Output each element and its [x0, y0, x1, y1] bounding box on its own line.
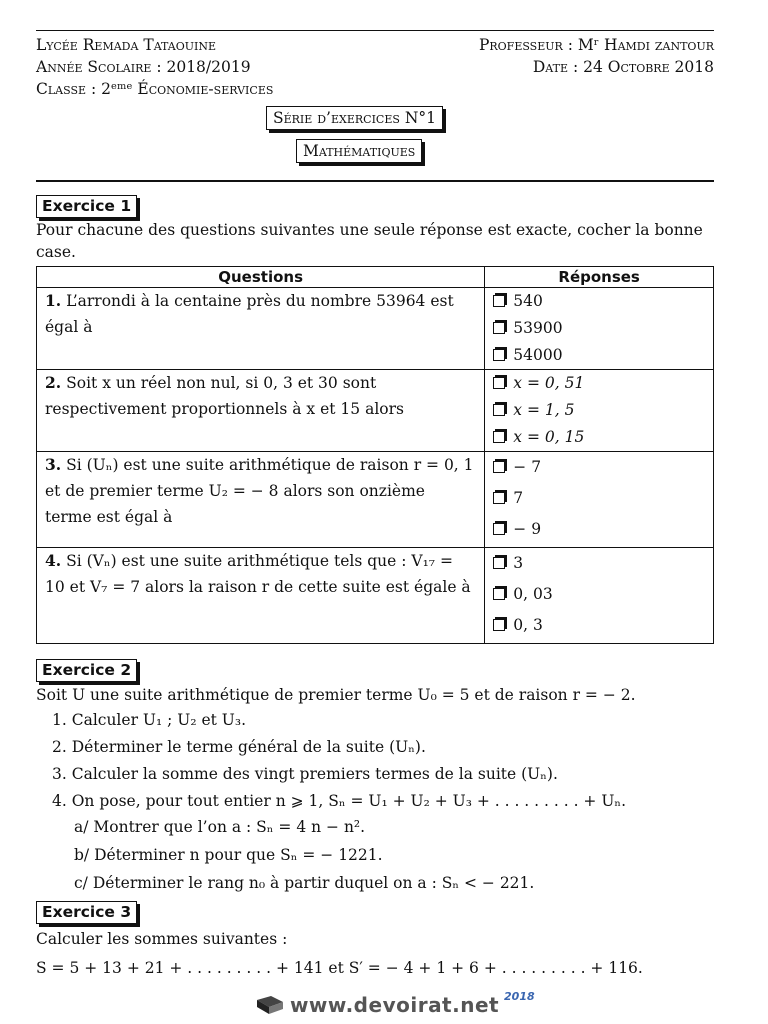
answer-option[interactable]: [493, 610, 705, 641]
question-text: Si (Vₙ) est une suite arithmétique tels que : V₁₇ = 10 et V₇ = 7 alors la raison r de cette suite est égale à: [45, 552, 471, 596]
question-text: Soit x un réel non nul, si 0, 3 et 30 sont respectivement proportionnels à x et 15 alors: [45, 374, 404, 418]
list-item: 4. On pose, pour tout entier n ⩾ 1, Sₙ = U₁ + U₂ + U₃ + . . . . . . . . . + Uₙ.: [52, 792, 627, 810]
exercise-1-title: Exercice 1: [36, 195, 137, 218]
qcm-table: [36, 266, 714, 644]
exam-date: Date : 24 Octobre 2018: [532, 58, 714, 76]
answer-label: − 9: [513, 520, 542, 538]
teacher-name: Professeur : Mʳ Hamdi zantour: [478, 36, 714, 54]
checkbox-icon[interactable]: [493, 492, 505, 504]
question-number: 3.: [45, 455, 62, 474]
exercise-3-formula: S = 5 + 13 + 21 + . . . . . . . . . + 141 et S′ = − 4 + 1 + 6 + . . . . . . . . . + 116.: [36, 959, 643, 977]
answer-label: 0, 3: [513, 616, 543, 634]
checkbox-icon[interactable]: [493, 523, 505, 535]
checkbox-icon[interactable]: [493, 557, 505, 569]
answer-option[interactable]: [493, 288, 705, 315]
checkbox-icon[interactable]: [493, 619, 505, 631]
answer-option[interactable]: [493, 548, 705, 579]
checkbox-icon[interactable]: [493, 431, 505, 443]
question-number: 4.: [45, 551, 62, 570]
question-cell: [37, 548, 485, 644]
exercise-3-title: Exercice 3: [36, 901, 137, 924]
checkbox-icon[interactable]: [493, 377, 505, 389]
subject-title: Mathématiques: [296, 139, 422, 163]
answer-cell: [485, 452, 714, 548]
checkbox-icon[interactable]: [493, 322, 505, 334]
class-name: Classe : 2ᵉᵐᵉ Économie-services: [36, 80, 274, 98]
school-name: Lycée Remada Tataouine: [36, 36, 217, 54]
questions-header: Questions: [37, 267, 485, 288]
school-year: Année Scolaire : 2018/2019: [36, 58, 251, 76]
footer-year: 2018: [504, 990, 535, 1003]
question-text: L’arrondi à la centaine près du nombre 53964 est égal à: [45, 292, 454, 336]
book-logo-icon: [255, 994, 285, 1016]
footer-site: www.devoirat.net: [289, 993, 500, 1017]
table-row: [37, 288, 714, 370]
checkbox-icon[interactable]: [493, 295, 505, 307]
answer-label: − 7: [513, 458, 542, 476]
series-title: Série d’exercices N°1: [266, 106, 443, 130]
checkbox-icon[interactable]: [493, 588, 505, 600]
top-rule: [36, 30, 714, 31]
question-number: 1.: [45, 291, 62, 310]
answer-label: 54000: [513, 346, 563, 364]
answer-cell: [485, 288, 714, 370]
answer-label: 3: [513, 554, 524, 572]
footer-watermark: [255, 990, 535, 1017]
answer-label: x = 0, 51: [513, 374, 585, 392]
checkbox-icon[interactable]: [493, 461, 505, 473]
answer-option[interactable]: [493, 452, 705, 483]
header-row-1: [36, 36, 714, 56]
answer-option[interactable]: [493, 397, 705, 424]
answer-cell: [485, 370, 714, 452]
answer-label: x = 0, 15: [513, 428, 585, 446]
answer-label: 7: [513, 489, 524, 507]
header-row-3: [36, 80, 714, 100]
question-cell: [37, 452, 485, 548]
list-item: a/ Montrer que l’on a : Sₙ = 4 n − n².: [74, 818, 366, 836]
answer-option[interactable]: [493, 483, 705, 514]
list-item: c/ Déterminer le rang n₀ à partir duquel on a : Sₙ < − 221.: [74, 874, 535, 892]
exercise-2-intro: Soit U une suite arithmétique de premier terme U₀ = 5 et de raison r = − 2.: [36, 686, 636, 704]
header-row-2: [36, 58, 714, 78]
answer-label: 540: [513, 292, 543, 310]
answers-header: Réponses: [485, 267, 714, 288]
answer-label: 0, 03: [513, 585, 553, 603]
answer-label: 53900: [513, 319, 563, 337]
title-rule: [36, 180, 714, 182]
list-item: 2. Déterminer le terme général de la suite (Uₙ).: [52, 738, 426, 756]
question-text: Si (Uₙ) est une suite arithmétique de raison r = 0, 1 et de premier terme U₂ = − 8 alors son onzième terme est égal à: [45, 456, 474, 526]
exercise-1-intro: Pour chacune des questions suivantes une seule réponse est exacte, cocher la bonne case.: [36, 221, 703, 261]
exercise-2-title: Exercice 2: [36, 659, 137, 682]
question-cell: [37, 288, 485, 370]
exercise-3-intro: Calculer les sommes suivantes :: [36, 930, 288, 948]
checkbox-icon[interactable]: [493, 404, 505, 416]
checkbox-icon[interactable]: [493, 349, 505, 361]
answer-cell: [485, 548, 714, 644]
answer-option[interactable]: [493, 370, 705, 397]
list-item: 3. Calculer la somme des vingt premiers termes de la suite (Uₙ).: [52, 765, 558, 783]
question-number: 2.: [45, 373, 62, 392]
list-item: b/ Déterminer n pour que Sₙ = − 1221.: [74, 846, 383, 864]
answer-option[interactable]: [493, 424, 705, 451]
answer-option[interactable]: [493, 514, 705, 545]
answer-option[interactable]: [493, 315, 705, 342]
question-cell: [37, 370, 485, 452]
table-row: [37, 370, 714, 452]
table-row: [37, 452, 714, 548]
answer-label: x = 1, 5: [513, 401, 575, 419]
answer-option[interactable]: [493, 579, 705, 610]
list-item: 1. Calculer U₁ ; U₂ et U₃.: [52, 711, 246, 729]
table-row: [37, 548, 714, 644]
answer-option[interactable]: [493, 342, 705, 369]
